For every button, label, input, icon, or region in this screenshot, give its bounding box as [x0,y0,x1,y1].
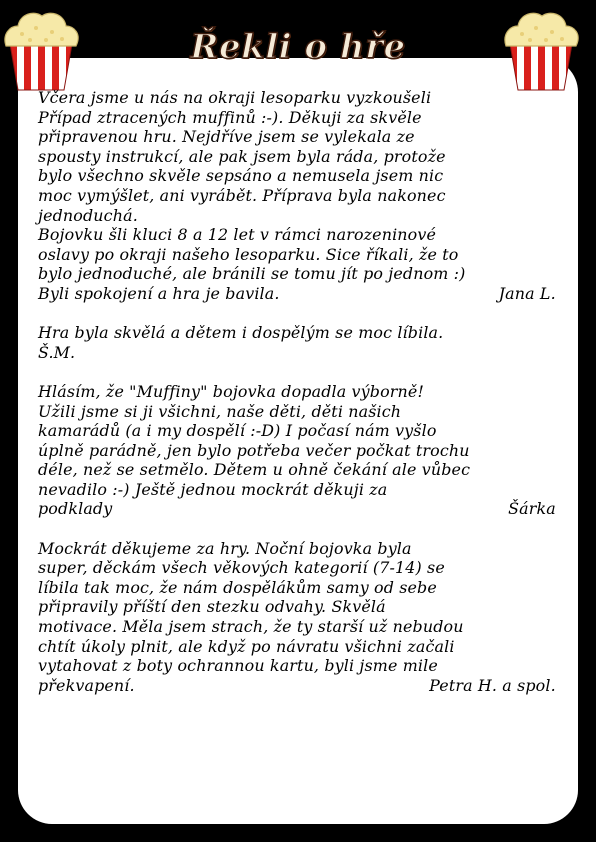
text-line: úplně parádně, jen bylo potřeba večer počkat trochu [38,440,470,460]
text-line: Mockrát děkujeme za hry. Noční bojovka byla [38,538,412,558]
text-line: připravily příští den stezku odvahy. Skvělá [38,597,386,617]
review-author: Šárka [508,499,556,519]
text-line: bylo všechno skvěle sepsáno a nemusela jsem nic [38,166,444,186]
review-author: Petra H. a spol. [429,675,556,695]
paragraph-gap [38,519,566,539]
text-line: déle, než se setmělo. Dětem u ohně čekání ale vůbec [38,460,471,480]
review-author: Jana L. [498,283,556,303]
muffin-icon [0,6,82,92]
text-line: Bojovku šli kluci 8 a 12 let v rámci narozeninové [38,225,437,245]
text-line: Případ ztracených muffinů :-). Děkuji za skvěle [38,107,422,127]
review-3 [38,382,566,519]
text-line: chtít úkoly plnit, ale když po návratu všichni začali [38,636,455,656]
text-line: Š.M. [38,342,76,362]
text-line: líbila tak moc, že nám dospělákům samy od sebe [38,577,437,597]
muffin-icon [500,6,582,92]
text-line: oslavy po okraji našeho lesoparku. Sice říkali, že to [38,244,459,264]
review-4 [38,539,566,696]
text-line: vytahovat z boty ochrannou kartu, byli jsme mile [38,656,438,676]
review-1 [38,88,566,304]
page-title: Řekli o hře [190,27,406,67]
text-line: Užili jsme si ji všichni, naše děti, děti našich [38,401,402,421]
text-line-content: podklady [38,499,113,519]
text-line: Hra byla skvělá a dětem i dospělým se moc líbila. [38,323,444,343]
text-line: Hlásím, že "Muffiny" bojovka dopadla výborně! [38,381,424,401]
text-line: Včera jsme u nás na okraji lesoparku vyzkoušeli [38,88,432,107]
text-line-content: Byli spokojení a hra je bavila. [38,283,280,303]
text-line-content: překvapení. [38,675,135,695]
paragraph-gap [38,362,566,382]
text-line [38,284,562,304]
text-line: moc vymýšlet, ani vyrábět. Příprava byla nakonec [38,185,446,205]
text-line: super, děckám všech věkových kategorií (7-14) se [38,558,445,578]
text-line: nevadilo :-) Ještě jednou mockrát děkuji za [38,479,388,499]
text-line [38,676,562,696]
review-2 [38,323,566,362]
text-line: kamarádů (a i my dospělí :-D) I počasí nám vyšlo [38,421,437,441]
text-line: spousty instrukcí, ale pak jsem byla ráda, protože [38,146,446,166]
text-line: připravenou hru. Nejdříve jsem se vylekala ze [38,127,415,147]
paragraph-gap [38,304,566,324]
text-line: jednoduchá. [38,205,138,225]
reviews-text [38,88,566,695]
text-line: motivace. Měla jsem strach, že ty starší už nebudou [38,617,464,637]
text-line: bylo jednoduché, ale bránili se tomu jít po jednom :) [38,264,466,284]
text-line [38,499,562,519]
